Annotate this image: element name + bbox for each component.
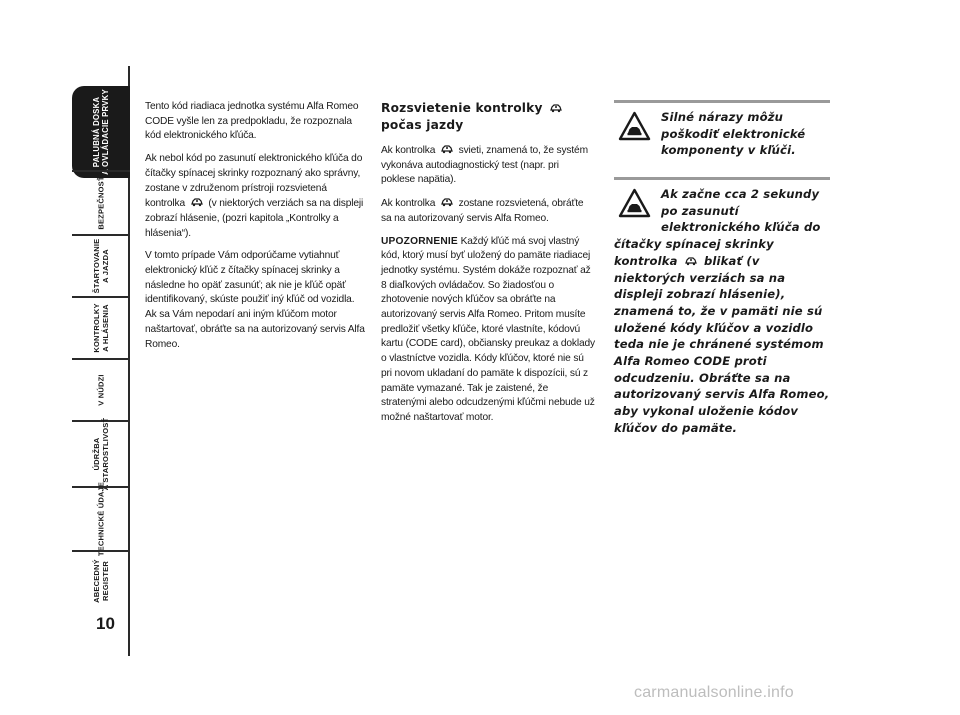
heading-text: počas jazdy (381, 117, 464, 132)
tab-index[interactable] (72, 550, 130, 610)
watermark: carmanualsonline.info (634, 684, 794, 701)
tab-warning-lights[interactable] (72, 296, 130, 358)
tab-label: ŠTARTOVANIE A JAZDA (92, 238, 110, 294)
car-key-warning-icon (190, 196, 204, 207)
tab-label: ABECEDNÝ REGISTER (92, 559, 110, 603)
tab-maintenance[interactable] (72, 417, 130, 491)
tab-label: ÚDRŽBA A STAROSTLIVOSŤ (92, 417, 110, 491)
note-text: Každý kľúč má svoj vlastný kód, ktorý musí byť uložený do pamäte riadiacej jednotky systému. Systém dokáže rozpoznať až 8 diaľkových ovládačov. So žiadosťou o zhotovenie nových kľúčov sa obráťte na autorizovaný servis Alfa Romeo. Pritom musíte predložiť všetky kľúče, ktoré vlastníte, kódovú kartu (CODE card), občiansky preukaz a doklady o vlastníctve vozidla. Kódy kľúčov, ktoré nie sú pri novom ukladaní do pamäte k dispozícii, sú z pamäte vymazané. Tak je zaistené, že stratenými alebo odcudzenými kľúčmi nebude už možné naštartovať motor. (381, 235, 595, 423)
warning-box (614, 100, 830, 159)
text-column-2 (381, 100, 595, 434)
section-heading (381, 100, 595, 133)
paragraph: V tomto prípade Vám odporúčame vytiahnuť elektronický kľúč z čítačky spínacej skrinky a následne ho opäť zasunúť; ak nie je kľúč opäť identifikovaný, skúste použiť iný kľúč od vozidla. Ak sa Vám nepodarí ani iným kľúčom motor naštartovať, obráťte sa na autorizovaný servis Alfa Romeo. (145, 250, 365, 350)
tab-label: KONTROLKY A HLÁSENIA (92, 303, 110, 353)
tab-label: TECHNICKÉ ÚDAJE (96, 481, 106, 557)
paragraph-text: (v niektorých verziách sa na displeji zobrazí hlásenie, (pozri kapitola „Kontrolky a hlásenia“). (145, 198, 364, 239)
paragraph-text: Ak kontrolka (381, 145, 436, 156)
car-key-warning-icon (440, 196, 454, 207)
note-keyword: UPOZORNENIE (381, 235, 458, 247)
page-number: 10 (96, 614, 115, 633)
heading-text: Rozsvietenie kontrolky (381, 101, 543, 115)
paragraph: Tento kód riadiaca jednotka systému Alfa Romeo CODE vyšle len za predpokladu, že rozpoznala kód elektronického kľúča. (145, 101, 359, 142)
tab-safety[interactable] (72, 170, 130, 234)
text-column-1 (145, 100, 367, 360)
paragraph-text: Ak nebol kód po zasunutí elektronického kľúča do čítačky spínacej skrinky rozpoznaný ako správny, zostane v združenom prístroji rozsvietená kontrolka (145, 153, 363, 210)
paragraph (381, 196, 595, 226)
note-paragraph (381, 235, 595, 426)
tab-label: BEZPEČNOSŤ (96, 176, 106, 230)
warning-triangle-car-icon (618, 188, 651, 218)
warning-triangle-car-icon (618, 111, 651, 141)
warning-text: blikať (v niektorých verziách sa na displeji zobrazí hlásenie), znamená to, že v pamäti nie sú uložené kódy kľúčov a vozidlo teda nie je chránené systémom Alfa Romeo CODE proti odcudzeniu. Obráťte sa na autorizovaný servis Alfa Romeo, aby vykonal uloženie kódov kľúčov do pamäte. (614, 253, 830, 435)
tab-emergency[interactable] (72, 358, 130, 420)
tab-dashboard-controls[interactable] (72, 86, 130, 178)
car-key-warning-icon (549, 102, 563, 113)
paragraph-text: zostane rozsvietená, obráťte sa na autorizovaný servis Alfa Romeo. (381, 198, 584, 224)
warning-text: Silné nárazy môžu poškodiť elektronické komponenty v kľúči. (661, 110, 806, 158)
paragraph-text: Ak kontrolka (381, 198, 436, 210)
car-key-warning-icon (684, 255, 698, 266)
tab-label: V NÚDZI (96, 374, 106, 406)
tab-technical-data[interactable] (72, 481, 130, 557)
paragraph (381, 143, 595, 188)
car-key-warning-icon (440, 143, 454, 154)
paragraph-text: svieti, znamená to, že systém vykonáva autodiagnostický test (napr. pri poklese napätia). (381, 145, 588, 186)
warning-box (614, 177, 830, 437)
chapter-tabs (72, 66, 130, 656)
warning-text: Ak začne cca 2 sekundy po zasunutí elektronického kľúča do čítačky spínacej skrinky kontrolka (614, 187, 821, 268)
paragraph (145, 152, 367, 241)
tab-starting-driving[interactable] (72, 234, 130, 296)
tab-label: PALUBNÁ DOSKA A OVLÁDACIE PRVKY (92, 89, 110, 175)
